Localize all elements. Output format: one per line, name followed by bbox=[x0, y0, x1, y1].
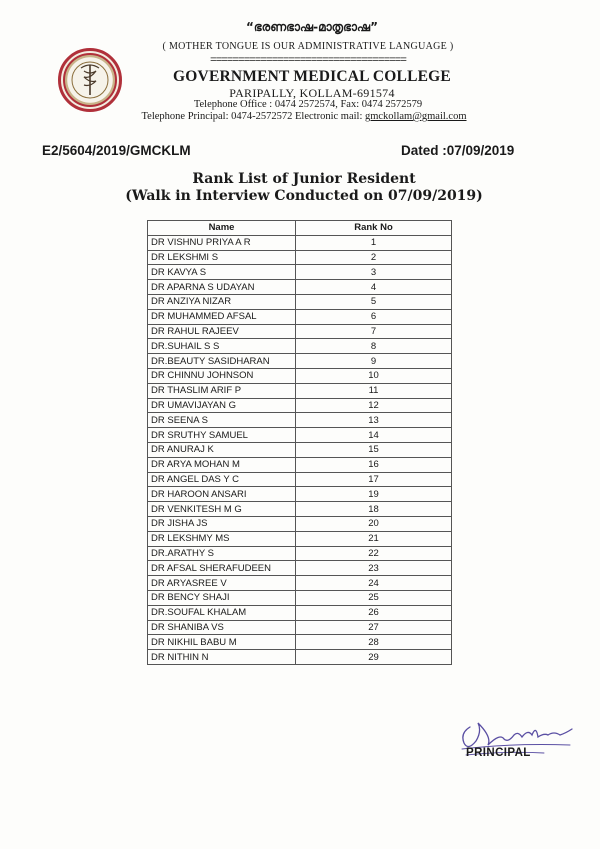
candidate-name: DR LEKSHMI S bbox=[148, 250, 296, 265]
candidate-rank: 26 bbox=[296, 605, 452, 620]
rank-list-table bbox=[147, 220, 452, 665]
table-row bbox=[148, 620, 452, 635]
candidate-rank: 1 bbox=[296, 235, 452, 250]
table-row bbox=[148, 294, 452, 309]
principal-phone: Telephone Principal: 0474-2572572 Electronic mail: bbox=[141, 111, 365, 122]
candidate-name: DR HAROON ANSARI bbox=[148, 487, 296, 502]
principal-contact bbox=[4, 111, 600, 122]
tagline-malayalam: “ഭരണഭാഷ-മാതൃഭാഷ” bbox=[246, 20, 378, 34]
candidate-rank: 25 bbox=[296, 590, 452, 605]
candidate-rank: 23 bbox=[296, 561, 452, 576]
letterhead-divider: =================================== bbox=[209, 55, 407, 67]
candidate-rank: 3 bbox=[296, 265, 452, 280]
candidate-name: DR.BEAUTY SASIDHARAN bbox=[148, 354, 296, 369]
letterhead bbox=[0, 0, 600, 130]
candidate-rank: 12 bbox=[296, 398, 452, 413]
candidate-name: DR SRUTHY SAMUEL bbox=[148, 428, 296, 443]
table-row bbox=[148, 605, 452, 620]
college-name: GOVERNMENT MEDICAL COLLEGE bbox=[173, 68, 451, 85]
candidate-rank: 20 bbox=[296, 516, 452, 531]
candidate-name: DR THASLIM ARIF P bbox=[148, 383, 296, 398]
table-row bbox=[148, 502, 452, 517]
candidate-name: DR ARYASREE V bbox=[148, 576, 296, 591]
reference-number: E2/5604/2019/GMCKLM bbox=[42, 143, 191, 158]
candidate-rank: 8 bbox=[296, 339, 452, 354]
table-row bbox=[148, 487, 452, 502]
candidate-name: DR APARNA S UDAYAN bbox=[148, 280, 296, 295]
table-row bbox=[148, 250, 452, 265]
candidate-name: DR ANZIYA NIZAR bbox=[148, 294, 296, 309]
table-row bbox=[148, 309, 452, 324]
column-header-name: Name bbox=[148, 221, 296, 236]
candidate-rank: 28 bbox=[296, 635, 452, 650]
table-row bbox=[148, 650, 452, 665]
candidate-name: DR NITHIN N bbox=[148, 650, 296, 665]
candidate-name: DR KAVYA S bbox=[148, 265, 296, 280]
table-row bbox=[148, 576, 452, 591]
table-header-row bbox=[148, 221, 452, 236]
candidate-name: DR ARYA MOHAN M bbox=[148, 457, 296, 472]
candidate-rank: 11 bbox=[296, 383, 452, 398]
candidate-name: DR CHINNU JOHNSON bbox=[148, 368, 296, 383]
document-subtitle: (Walk in Interview Conducted on 07/09/2019) bbox=[125, 188, 483, 204]
candidate-rank: 21 bbox=[296, 531, 452, 546]
rank-list-body bbox=[148, 235, 452, 664]
candidate-rank: 5 bbox=[296, 294, 452, 309]
table-row bbox=[148, 472, 452, 487]
column-header-rank: Rank No bbox=[296, 221, 452, 236]
candidate-name: DR VISHNU PRIYA A R bbox=[148, 235, 296, 250]
candidate-rank: 2 bbox=[296, 250, 452, 265]
candidate-rank: 22 bbox=[296, 546, 452, 561]
tagline-english: ( MOTHER TONGUE IS OUR ADMINISTRATIVE LANGUAGE ) bbox=[162, 41, 454, 52]
table-row bbox=[148, 339, 452, 354]
table-row bbox=[148, 635, 452, 650]
candidate-rank: 6 bbox=[296, 309, 452, 324]
document-date: Dated :07/09/2019 bbox=[401, 143, 515, 158]
candidate-rank: 19 bbox=[296, 487, 452, 502]
table-row bbox=[148, 354, 452, 369]
candidate-name: DR ANGEL DAS Y C bbox=[148, 472, 296, 487]
table-row bbox=[148, 428, 452, 443]
candidate-name: DR.SOUFAL KHALAM bbox=[148, 605, 296, 620]
candidate-rank: 14 bbox=[296, 428, 452, 443]
candidate-rank: 7 bbox=[296, 324, 452, 339]
candidate-rank: 15 bbox=[296, 442, 452, 457]
table-row bbox=[148, 398, 452, 413]
candidate-name: DR UMAVIJAYAN G bbox=[148, 398, 296, 413]
table-row bbox=[148, 413, 452, 428]
table-row bbox=[148, 561, 452, 576]
candidate-name: DR ANURAJ K bbox=[148, 442, 296, 457]
table-row bbox=[148, 280, 452, 295]
table-row bbox=[148, 531, 452, 546]
candidate-rank: 4 bbox=[296, 280, 452, 295]
candidate-name: DR.SUHAIL S S bbox=[148, 339, 296, 354]
candidate-rank: 16 bbox=[296, 457, 452, 472]
office-phone: Telephone Office : 0474 2572574, Fax: 0474 2572579 bbox=[193, 99, 423, 110]
candidate-name: DR.ARATHY S bbox=[148, 546, 296, 561]
table-row bbox=[148, 590, 452, 605]
candidate-rank: 27 bbox=[296, 620, 452, 635]
table-row bbox=[148, 457, 452, 472]
signatory-title: PRINCIPAL bbox=[466, 747, 531, 759]
table-row bbox=[148, 235, 452, 250]
candidate-rank: 10 bbox=[296, 368, 452, 383]
table-row bbox=[148, 516, 452, 531]
candidate-name: DR JISHA JS bbox=[148, 516, 296, 531]
principal-signature bbox=[452, 713, 587, 773]
college-address: PARIPALLY, KOLLAM-691574 bbox=[229, 86, 395, 100]
table-row bbox=[148, 546, 452, 561]
candidate-name: DR SEENA S bbox=[148, 413, 296, 428]
table-row bbox=[148, 265, 452, 280]
candidate-rank: 9 bbox=[296, 354, 452, 369]
candidate-name: DR NIKHIL BABU M bbox=[148, 635, 296, 650]
email-link[interactable]: gmckollam@gmail.com bbox=[364, 111, 467, 122]
candidate-name: DR BENCY SHAJI bbox=[148, 590, 296, 605]
candidate-rank: 29 bbox=[296, 650, 452, 665]
candidate-rank: 18 bbox=[296, 502, 452, 517]
candidate-rank: 24 bbox=[296, 576, 452, 591]
document-title: Rank List of Junior Resident bbox=[192, 171, 416, 187]
candidate-rank: 17 bbox=[296, 472, 452, 487]
table-row bbox=[148, 368, 452, 383]
candidate-name: DR VENKITESH M G bbox=[148, 502, 296, 517]
table-row bbox=[148, 442, 452, 457]
candidate-name: DR AFSAL SHERAFUDEEN bbox=[148, 561, 296, 576]
candidate-name: DR MUHAMMED AFSAL bbox=[148, 309, 296, 324]
candidate-name: DR RAHUL RAJEEV bbox=[148, 324, 296, 339]
table-row bbox=[148, 383, 452, 398]
candidate-name: DR LEKSHMY MS bbox=[148, 531, 296, 546]
table-row bbox=[148, 324, 452, 339]
candidate-name: DR SHANIBA VS bbox=[148, 620, 296, 635]
candidate-rank: 13 bbox=[296, 413, 452, 428]
